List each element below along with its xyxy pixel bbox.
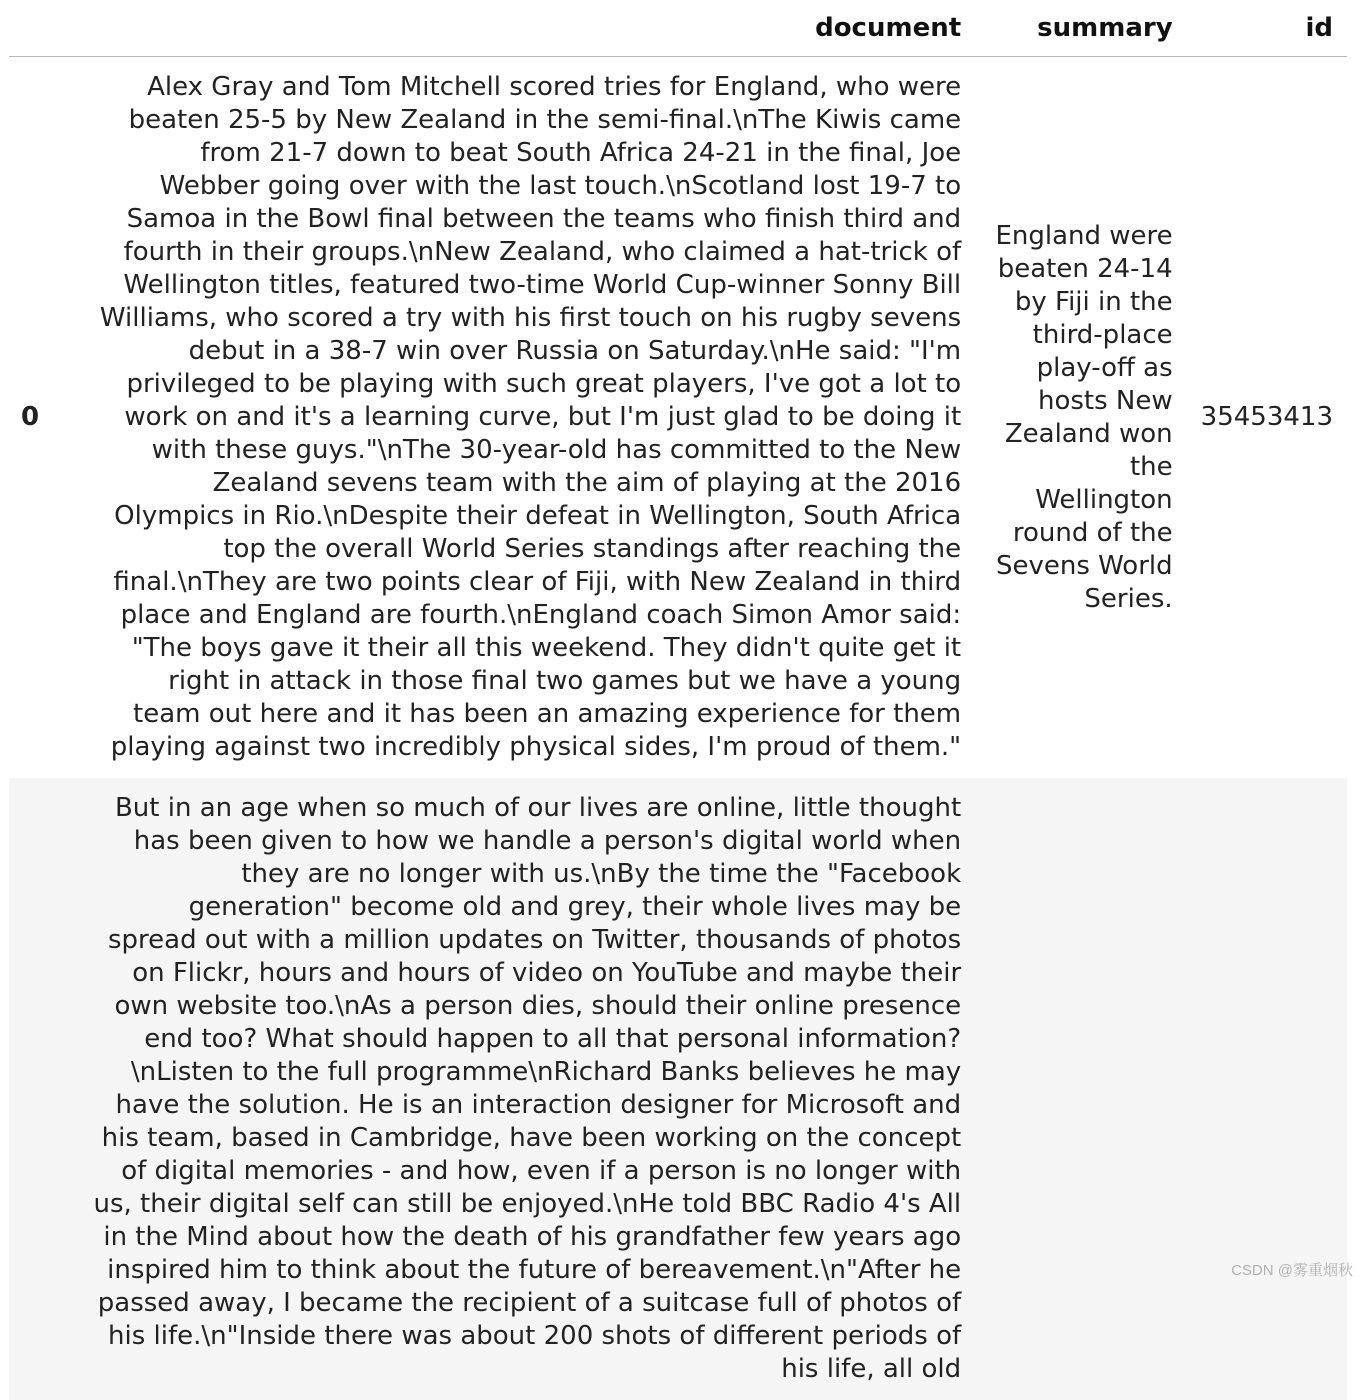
table-header: [9, 0, 1347, 57]
document-cell: Alex Gray and Tom Mitchell scored tries for England, who were beaten 25-5 by New Zealand in the semi-final.\nThe Kiwis came from 21-7 down to beat South Africa 24-21 in the final, Joe Webber going over with the last touch.\nScotland lost 19-7 to Samoa in the Bowl final between the teams who finish third and fourth in their groups.\nNew Zealand, who claimed a hat-trick of Wellington titles, featured two-time World Cup-winner Sonny Bill Williams, who scored a try with his first touch on his rugby sevens debut in a 38-7 win over Russia on Saturday.\nHe said: "I'm privileged to be playing with such great players, I've got a lot to work on and it's a learning curve, but I'm just glad to be doing it with these guys."\nThe 30-year-old has committed to the New Zealand sevens team with the aim of playing at the 2016 Olympics in Rio.\nDespite their defeat in Wellington, South Africa top the overall World Series standings after reaching the final.\nThey are two points clear of Fiji, with New Zealand in third place and England are fourth.\nEngland coach Simon Amor said: "The boys gave it their all this weekend. They didn't quite get it right in attack in those final two games but we have a young team out here and it has been an amazing experience for them playing against two incredibly physical sides, I'm proud of them.": [79, 57, 975, 779]
watermark-text: CSDN @雾重烟秋: [1231, 1259, 1353, 1280]
header-summary: summary: [975, 0, 1187, 57]
header-document: document: [79, 0, 975, 57]
header-row: [9, 0, 1347, 57]
summary-cell: [975, 778, 1187, 1400]
row-index: [9, 778, 79, 1400]
table-row: [9, 778, 1347, 1400]
dataframe-table: [9, 0, 1347, 1400]
table-row: [9, 57, 1347, 779]
row-index: 0: [9, 57, 79, 779]
summary-cell: England were beaten 24-14 by Fiji in the third-place play-off as hosts New Zealand won the Wellington round of the Sevens World Series.: [975, 57, 1187, 779]
table-body: [9, 57, 1347, 1400]
id-cell: 35453413: [1187, 57, 1347, 779]
id-cell: [1187, 778, 1347, 1400]
header-index: [9, 0, 79, 57]
header-id: id: [1187, 0, 1347, 57]
document-cell: But in an age when so much of our lives are online, little thought has been given to how we handle a person's digital world when they are no longer with us.\nBy the time the "Facebook generation" become old and grey, their whole lives may be spread out with a million updates on Twitter, thousands of photos on Flickr, hours and hours of video on YouTube and maybe their own website too.\nAs a person dies, should their online presence end too? What should happen to all that personal information?\nListen to the full programme\nRichard Banks believes he may have the solution. He is an interaction designer for Microsoft and his team, based in Cambridge, have been working on the concept of digital memories - and how, even if a person is no longer with us, their digital self can still be enjoyed.\nHe told BBC Radio 4's All in the Mind about how the death of his grandfather few years ago inspired him to think about the future of bereavement.\n"After he passed away, I became the recipient of a suitcase full of photos of his life.\n"Inside there was about 200 shots of different periods of his life, all old: [79, 778, 975, 1400]
